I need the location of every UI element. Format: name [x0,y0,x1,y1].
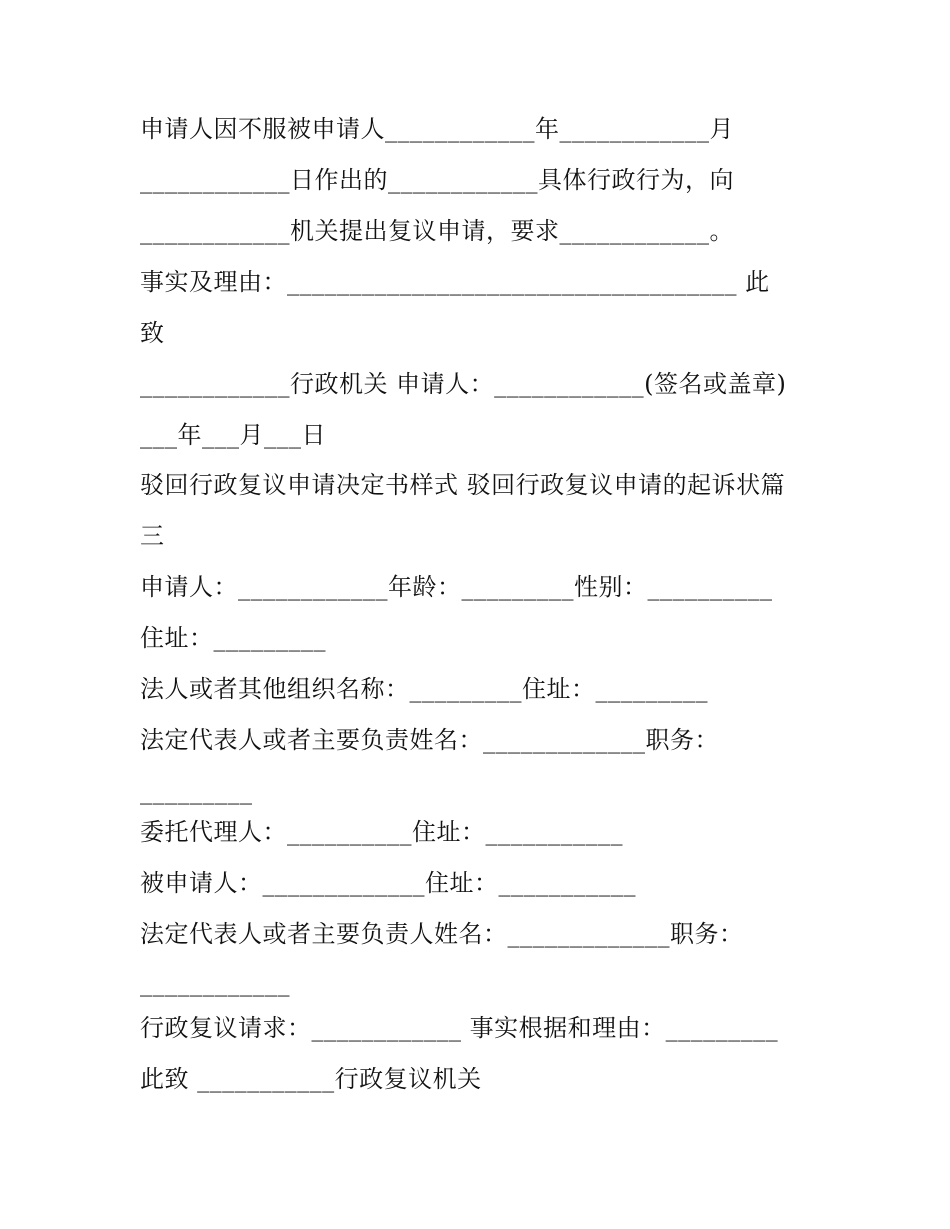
text-line: 被申请人：_____________住址：___________ [140,869,636,897]
text-line: 法人或者其他组织名称：_________住址：_________ [140,675,708,703]
text-line: 委托代理人：__________住址：___________ [140,818,623,846]
text-line: 法定代表人或者主要负责姓名：_____________职务： [140,726,719,754]
text-line: 法定代表人或者主要负责人姓名：_____________职务： [140,920,744,948]
text-line: 此致 ___________行政复议机关 [140,1065,482,1093]
text-line: 三 [140,522,165,550]
text-line: 事实及理由：____________________________________ 此 [140,268,770,296]
text-line: ____________日作出的____________具体行政行为，向 [140,166,734,194]
text-line: ____________机关提出复议申请，要求____________。 [140,217,734,245]
text-line: ____________行政机关 申请人：____________(签名或盖章) [140,370,787,398]
text-line: ___年___月___日 [140,421,326,449]
text-line: 住址：_________ [140,624,326,652]
text-line: _________ [140,777,253,805]
section-heading: 驳回行政复议申请决定书样式 驳回行政复议申请的起诉状篇 [140,471,786,499]
text-line: ____________ [140,969,290,997]
text-line: 申请人：____________年龄：_________性别：__________ [140,573,773,601]
text-line: 申请人因不服被申请人____________年____________月 [140,115,734,143]
text-line: 行政复议请求：____________ 事实根据和理由：_________ [140,1014,779,1042]
text-line: 致 [140,319,165,347]
